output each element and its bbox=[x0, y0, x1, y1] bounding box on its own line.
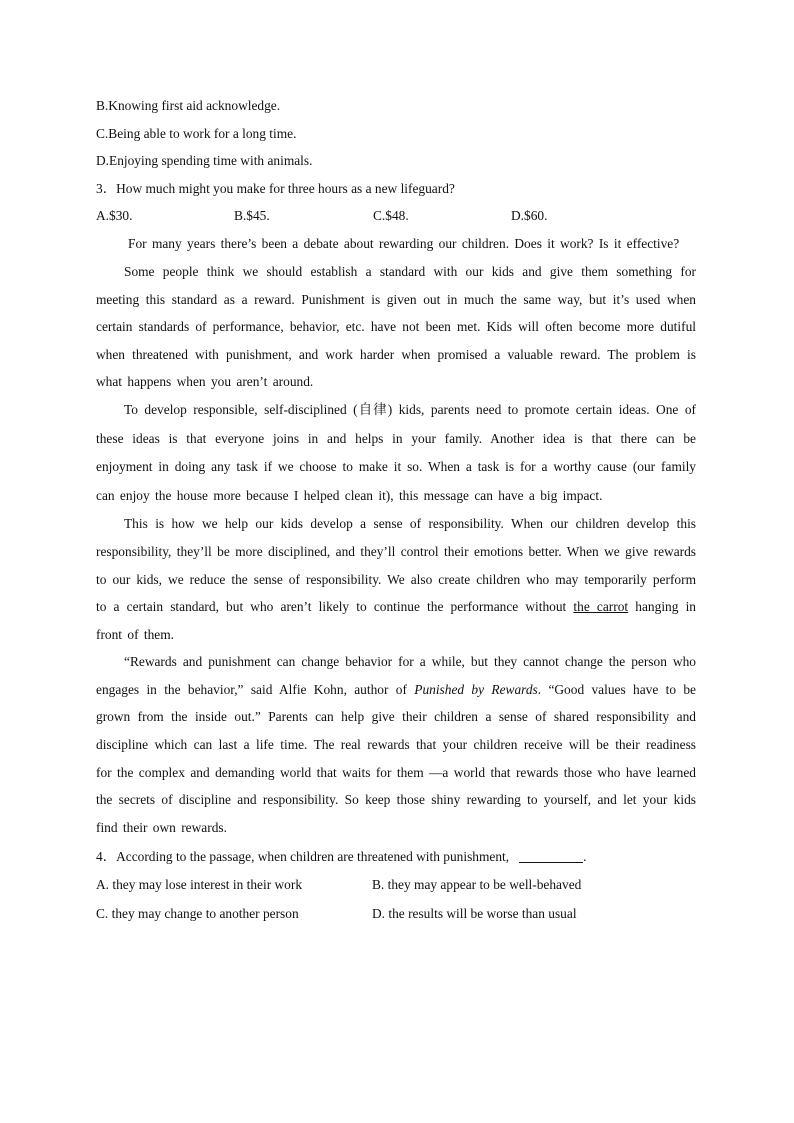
q4-option-d: D. the results will be worse than usual bbox=[372, 905, 577, 921]
q3-options bbox=[96, 202, 696, 230]
q4-option-a: A. they may lose interest in their work bbox=[96, 877, 303, 893]
q3-option-c: C.$48. bbox=[373, 208, 409, 224]
q4-end-mark: . bbox=[583, 849, 587, 865]
passage-paragraph-5-text: “Rewards and punishment can change behavior for a while, but they cannot change the person who engages in the behavior,” said Alfie Kohn, author of bbox=[96, 654, 696, 697]
q3-option-a: A.$30. bbox=[96, 208, 133, 224]
passage-paragraph-4-text: This is how we help our kids develop a sense of responsibility. When our children develop this responsibility, they’ll be more disciplined, and they’ll control their emotions better. When we give rewards to our kids, we reduce the sense of responsibility. We also create children who may temporarily perform to a certain standard, but who aren’t likely to continue the performance without bbox=[96, 516, 696, 615]
q3-option-d: D.$60. bbox=[511, 208, 548, 224]
book-title: Punished by Rewards bbox=[414, 681, 538, 697]
passage-paragraph-2: Some people think we should establish a standard with our kids and give them something for meeting this standard as a reward. Punishment is given out in much the same way, but it’s used when certain standards of performance, behavior, etc. have not been met. Kids will often become more dutiful when threatened with punishment, and work harder when promised a valuable reward. The problem is what happens when you aren’t around. bbox=[96, 263, 696, 390]
passage-paragraph-4 bbox=[96, 510, 696, 648]
q2-option-b: B.Knowing first aid acknowledge. bbox=[96, 98, 281, 113]
passage-paragraph-5-end: . “Good values have to be grown from the inside out.” Parents can help give their children a sense of shared responsibility and discipline which can last a life time. The real rewards that your children receive will be their readiness for the complex and demanding world that waits for them —a world that rewards those who have learned the secrets of discipline and responsibility. So keep those shiny rewarding to yourself, and let your kids find their own rewards. bbox=[96, 681, 696, 835]
q2-option-d: D.Enjoying spending time with animals. bbox=[96, 153, 313, 169]
underlined-phrase: the carrot bbox=[573, 599, 629, 615]
passage-paragraph-4-end: hanging in front of them. bbox=[96, 599, 696, 642]
q3-stem: 3．How much might you make for three hours as a new lifeguard? bbox=[96, 180, 455, 196]
q4-option-b: B. they may appear to be well-behaved bbox=[372, 877, 582, 893]
q4-stem: 4．According to the passage, when children are threatened with punishment, bbox=[96, 849, 510, 865]
q4-stem-line bbox=[96, 843, 696, 871]
q4-options-row-1 bbox=[96, 871, 696, 900]
passage-paragraph-1: For many years there’s been a debate about rewarding our children. Does it work? Is it effective? bbox=[128, 236, 680, 252]
answer-blank[interactable] bbox=[519, 848, 583, 863]
q3-option-b: B.$45. bbox=[234, 208, 270, 224]
q2-option-c: C.Being able to work for a long time. bbox=[96, 125, 297, 141]
worksheet-page bbox=[96, 92, 696, 928]
passage-paragraph-5 bbox=[96, 648, 696, 841]
q4-options-row-2 bbox=[96, 900, 696, 929]
passage-paragraph-3: To develop responsible, self-disciplined (自律) kids, parents need to promote certain ideas. One of these ideas is that everyone joins in and helps in your family. Another idea is that there can be enjoyment in doing any task if we choose to make it so. When a task is for a worthy cause (our family can enjoy the house more because I helped clean it), this message can have a big impact. bbox=[96, 401, 696, 503]
q4-option-c: C. they may change to another person bbox=[96, 905, 299, 921]
